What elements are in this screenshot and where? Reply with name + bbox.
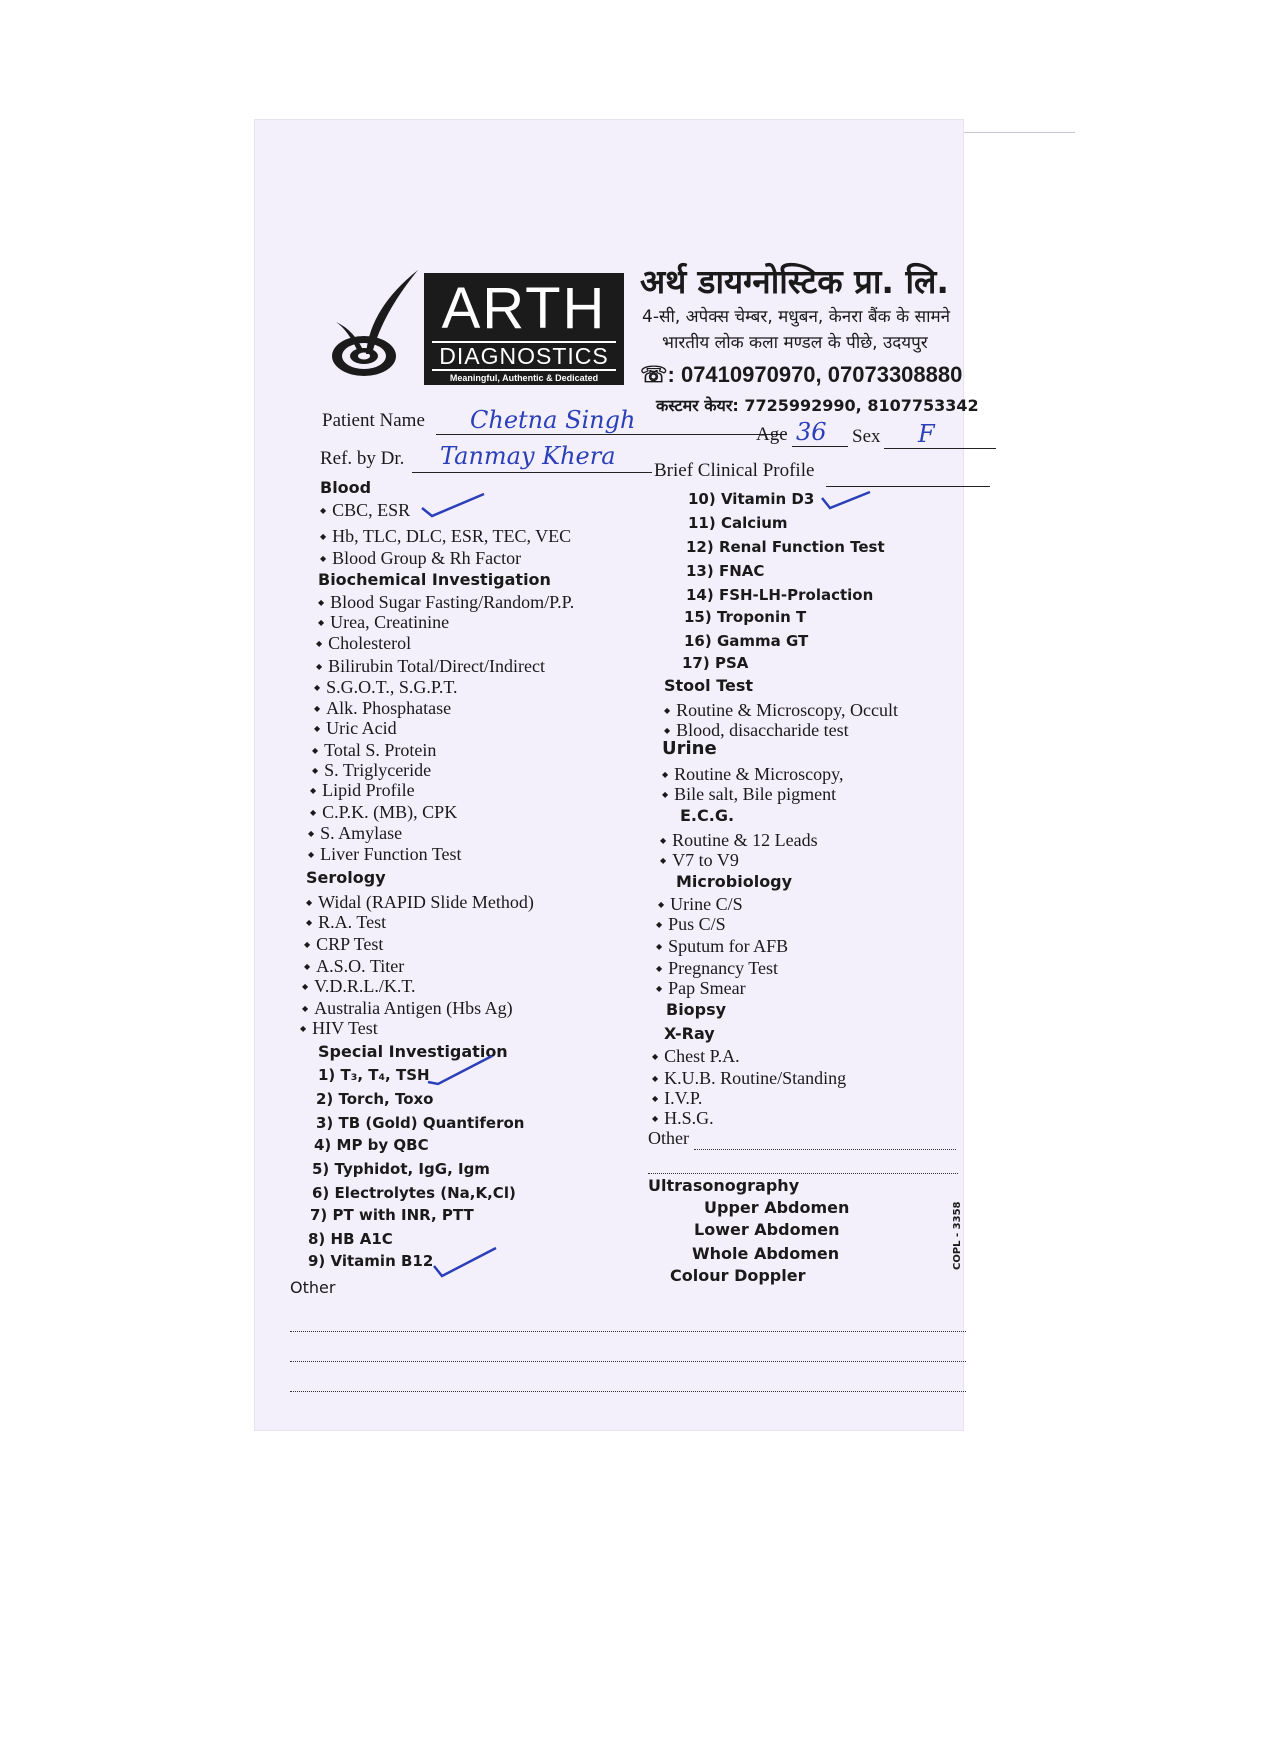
special-item[interactable]: 3) TB (Gold) Quantiferon [316, 1114, 525, 1132]
test-item[interactable]: ◆ A.S.O. Titer [304, 956, 404, 977]
age-value[interactable]: 36 [796, 418, 827, 446]
other-line[interactable] [290, 1330, 966, 1332]
ref-doctor-label: Ref. by Dr. [320, 448, 405, 469]
age-line [792, 446, 848, 447]
address-line-1: 4-सी, अपेक्स चेम्बर, मधुबन, केनरा बैंक के सामने [642, 307, 951, 327]
test-item[interactable]: ◆ CBC, ESR [320, 500, 410, 521]
test-item[interactable]: ◆ I.V.P. [652, 1088, 702, 1109]
phone-icon: ☏ [640, 362, 668, 387]
test-item[interactable]: ◆ Sputum for AFB [656, 936, 788, 957]
section-serology: Serology [306, 868, 386, 887]
right-other-label: Other [648, 1128, 689, 1148]
logo-title: ARTH [441, 276, 607, 341]
test-item[interactable]: ◆ Routine & Microscopy, Occult [664, 700, 898, 721]
phone-numbers [640, 362, 962, 388]
special-item[interactable]: 5) Typhidot, IgG, Igm [312, 1160, 490, 1178]
age-label: Age [756, 424, 788, 445]
test-item[interactable]: ◆ Australia Antigen (Hbs Ag) [302, 998, 513, 1019]
check-mark-icon [430, 1244, 500, 1280]
test-item[interactable]: ◆ Hb, TLC, DLC, ESR, TEC, VEC [320, 526, 571, 547]
brand-logo [424, 273, 624, 385]
test-item[interactable]: ◆ S.G.O.T., S.G.P.T. [314, 677, 458, 698]
logo-tagline: Meaningful, Authentic & Dedicated [449, 373, 599, 383]
section-special: Special Investigation [318, 1042, 508, 1061]
ref-doctor-value[interactable]: Tanmay Khera [440, 442, 616, 470]
section-ultrasonography: Ultrasonography [648, 1176, 800, 1195]
sex-line [884, 448, 996, 449]
test-item[interactable]: ◆ Pap Smear [656, 978, 746, 999]
special-item[interactable]: 6) Electrolytes (Na,K,Cl) [312, 1184, 516, 1202]
test-item[interactable]: ◆ Chest P.A. [652, 1046, 740, 1067]
patient-name-label: Patient Name [322, 410, 425, 431]
form-code: COPL - 3358 [952, 1201, 963, 1270]
check-mark-icon [424, 1052, 496, 1088]
numbered-item[interactable]: 15) Troponin T [684, 608, 807, 626]
numbered-item[interactable]: 12) Renal Function Test [686, 538, 885, 556]
test-item[interactable]: ◆ Liver Function Test [308, 844, 462, 865]
address-line-2: भारतीय लोक कला मण्डल के पीछे, उदयपुर [662, 333, 928, 353]
test-item[interactable]: ◆ Cholesterol [316, 633, 411, 654]
special-item[interactable]: 2) Torch, Toxo [316, 1090, 434, 1108]
test-item[interactable]: ◆ Blood Sugar Fasting/Random/P.P. [318, 592, 574, 613]
section-stool: Stool Test [664, 676, 754, 695]
sex-value[interactable]: F [918, 420, 935, 448]
ref-doctor-line [412, 472, 652, 473]
test-item[interactable]: ◆ K.U.B. Routine/Standing [652, 1068, 846, 1089]
test-item[interactable]: ◆ Bile salt, Bile pigment [662, 784, 836, 805]
test-item[interactable]: ◆ H.S.G. [652, 1108, 714, 1129]
sex-label: Sex [852, 426, 881, 447]
special-item[interactable]: 9) Vitamin B12 [308, 1252, 434, 1270]
test-item[interactable]: ◆ V.D.R.L./K.T. [302, 976, 416, 997]
numbered-item[interactable]: 13) FNAC [686, 562, 765, 580]
usg-item[interactable]: Lower Abdomen [694, 1220, 840, 1239]
section-biopsy[interactable]: Biopsy [666, 1000, 727, 1019]
numbered-item[interactable]: 14) FSH-LH-Prolaction [686, 586, 874, 604]
numbered-item[interactable]: 16) Gamma GT [684, 632, 809, 650]
test-item[interactable]: ◆ Alk. Phosphatase [314, 698, 451, 719]
test-item[interactable]: ◆ C.P.K. (MB), CPK [310, 802, 457, 823]
clinical-profile-line [826, 486, 990, 487]
usg-item[interactable]: Upper Abdomen [704, 1198, 850, 1217]
special-item[interactable]: 1) T₃, T₄, TSH [318, 1066, 430, 1084]
hindi-company-name: अर्थ डायग्नोस्टिक प्रा. लि. [640, 262, 949, 301]
test-item[interactable]: ◆ CRP Test [304, 934, 383, 955]
special-item[interactable]: 7) PT with INR, PTT [310, 1206, 474, 1224]
section-blood: Blood [320, 478, 372, 497]
test-item[interactable]: ◆ Pus C/S [656, 914, 726, 935]
test-item[interactable]: ◆ R.A. Test [306, 912, 386, 933]
test-item[interactable]: ◆ Urine C/S [658, 894, 743, 915]
test-item[interactable]: ◆ Uric Acid [314, 718, 397, 739]
section-microbiology: Microbiology [676, 872, 793, 891]
test-item[interactable]: ◆ Urea, Creatinine [318, 612, 449, 633]
test-item[interactable]: ◆ V7 to V9 [660, 850, 739, 871]
check-mark-icon [418, 488, 488, 522]
section-urine: Urine [662, 738, 717, 759]
phone-text: : 07410970970, 07073308880 [667, 362, 963, 387]
test-item[interactable]: ◆ Total S. Protein [312, 740, 436, 761]
test-item[interactable]: ◆ Routine & 12 Leads [660, 830, 818, 851]
usg-item[interactable]: Colour Doppler [670, 1266, 806, 1285]
test-item[interactable]: ◆ HIV Test [300, 1018, 378, 1039]
numbered-item[interactable]: 11) Calcium [688, 514, 788, 532]
right-other-line[interactable] [694, 1148, 956, 1150]
section-xray: X-Ray [664, 1024, 715, 1043]
test-item[interactable]: ◆ Routine & Microscopy, [662, 764, 843, 785]
other-line[interactable] [290, 1390, 966, 1392]
test-item[interactable]: ◆ Lipid Profile [310, 780, 415, 801]
right-other-line[interactable] [648, 1172, 958, 1174]
patient-name-value[interactable]: Chetna Singh [470, 406, 636, 434]
test-item[interactable]: ◆ Widal (RAPID Slide Method) [306, 892, 534, 913]
other-label: Other [290, 1278, 336, 1297]
logo-subtitle: DIAGNOSTICS [432, 341, 616, 371]
other-line[interactable] [290, 1360, 966, 1362]
special-item[interactable]: 8) HB A1C [308, 1230, 393, 1248]
customer-care: कस्टमर केयर: 7725992990, 8107753342 [656, 396, 979, 415]
section-ecg: E.C.G. [680, 806, 735, 825]
test-item[interactable]: ◆ Blood, disaccharide test [664, 720, 849, 741]
check-mark-icon [818, 488, 874, 514]
numbered-item[interactable]: 10) Vitamin D3 [688, 490, 815, 508]
test-item[interactable]: ◆ Blood Group & Rh Factor [320, 548, 521, 569]
clinical-profile-label: Brief Clinical Profile [654, 460, 815, 481]
test-item[interactable]: ◆ Pregnancy Test [656, 958, 778, 979]
test-item[interactable]: ◆ Bilirubin Total/Direct/Indirect [316, 656, 545, 677]
target-logo-icon [330, 268, 430, 388]
test-item[interactable]: ◆ S. Amylase [308, 823, 402, 844]
patient-name-line [436, 434, 786, 435]
usg-item[interactable]: Whole Abdomen [692, 1244, 840, 1263]
test-item[interactable]: ◆ S. Triglyceride [312, 760, 431, 781]
special-item[interactable]: 4) MP by QBC [314, 1136, 429, 1154]
numbered-item[interactable]: 17) PSA [682, 654, 749, 672]
section-biochemical: Biochemical Investigation [318, 570, 551, 589]
